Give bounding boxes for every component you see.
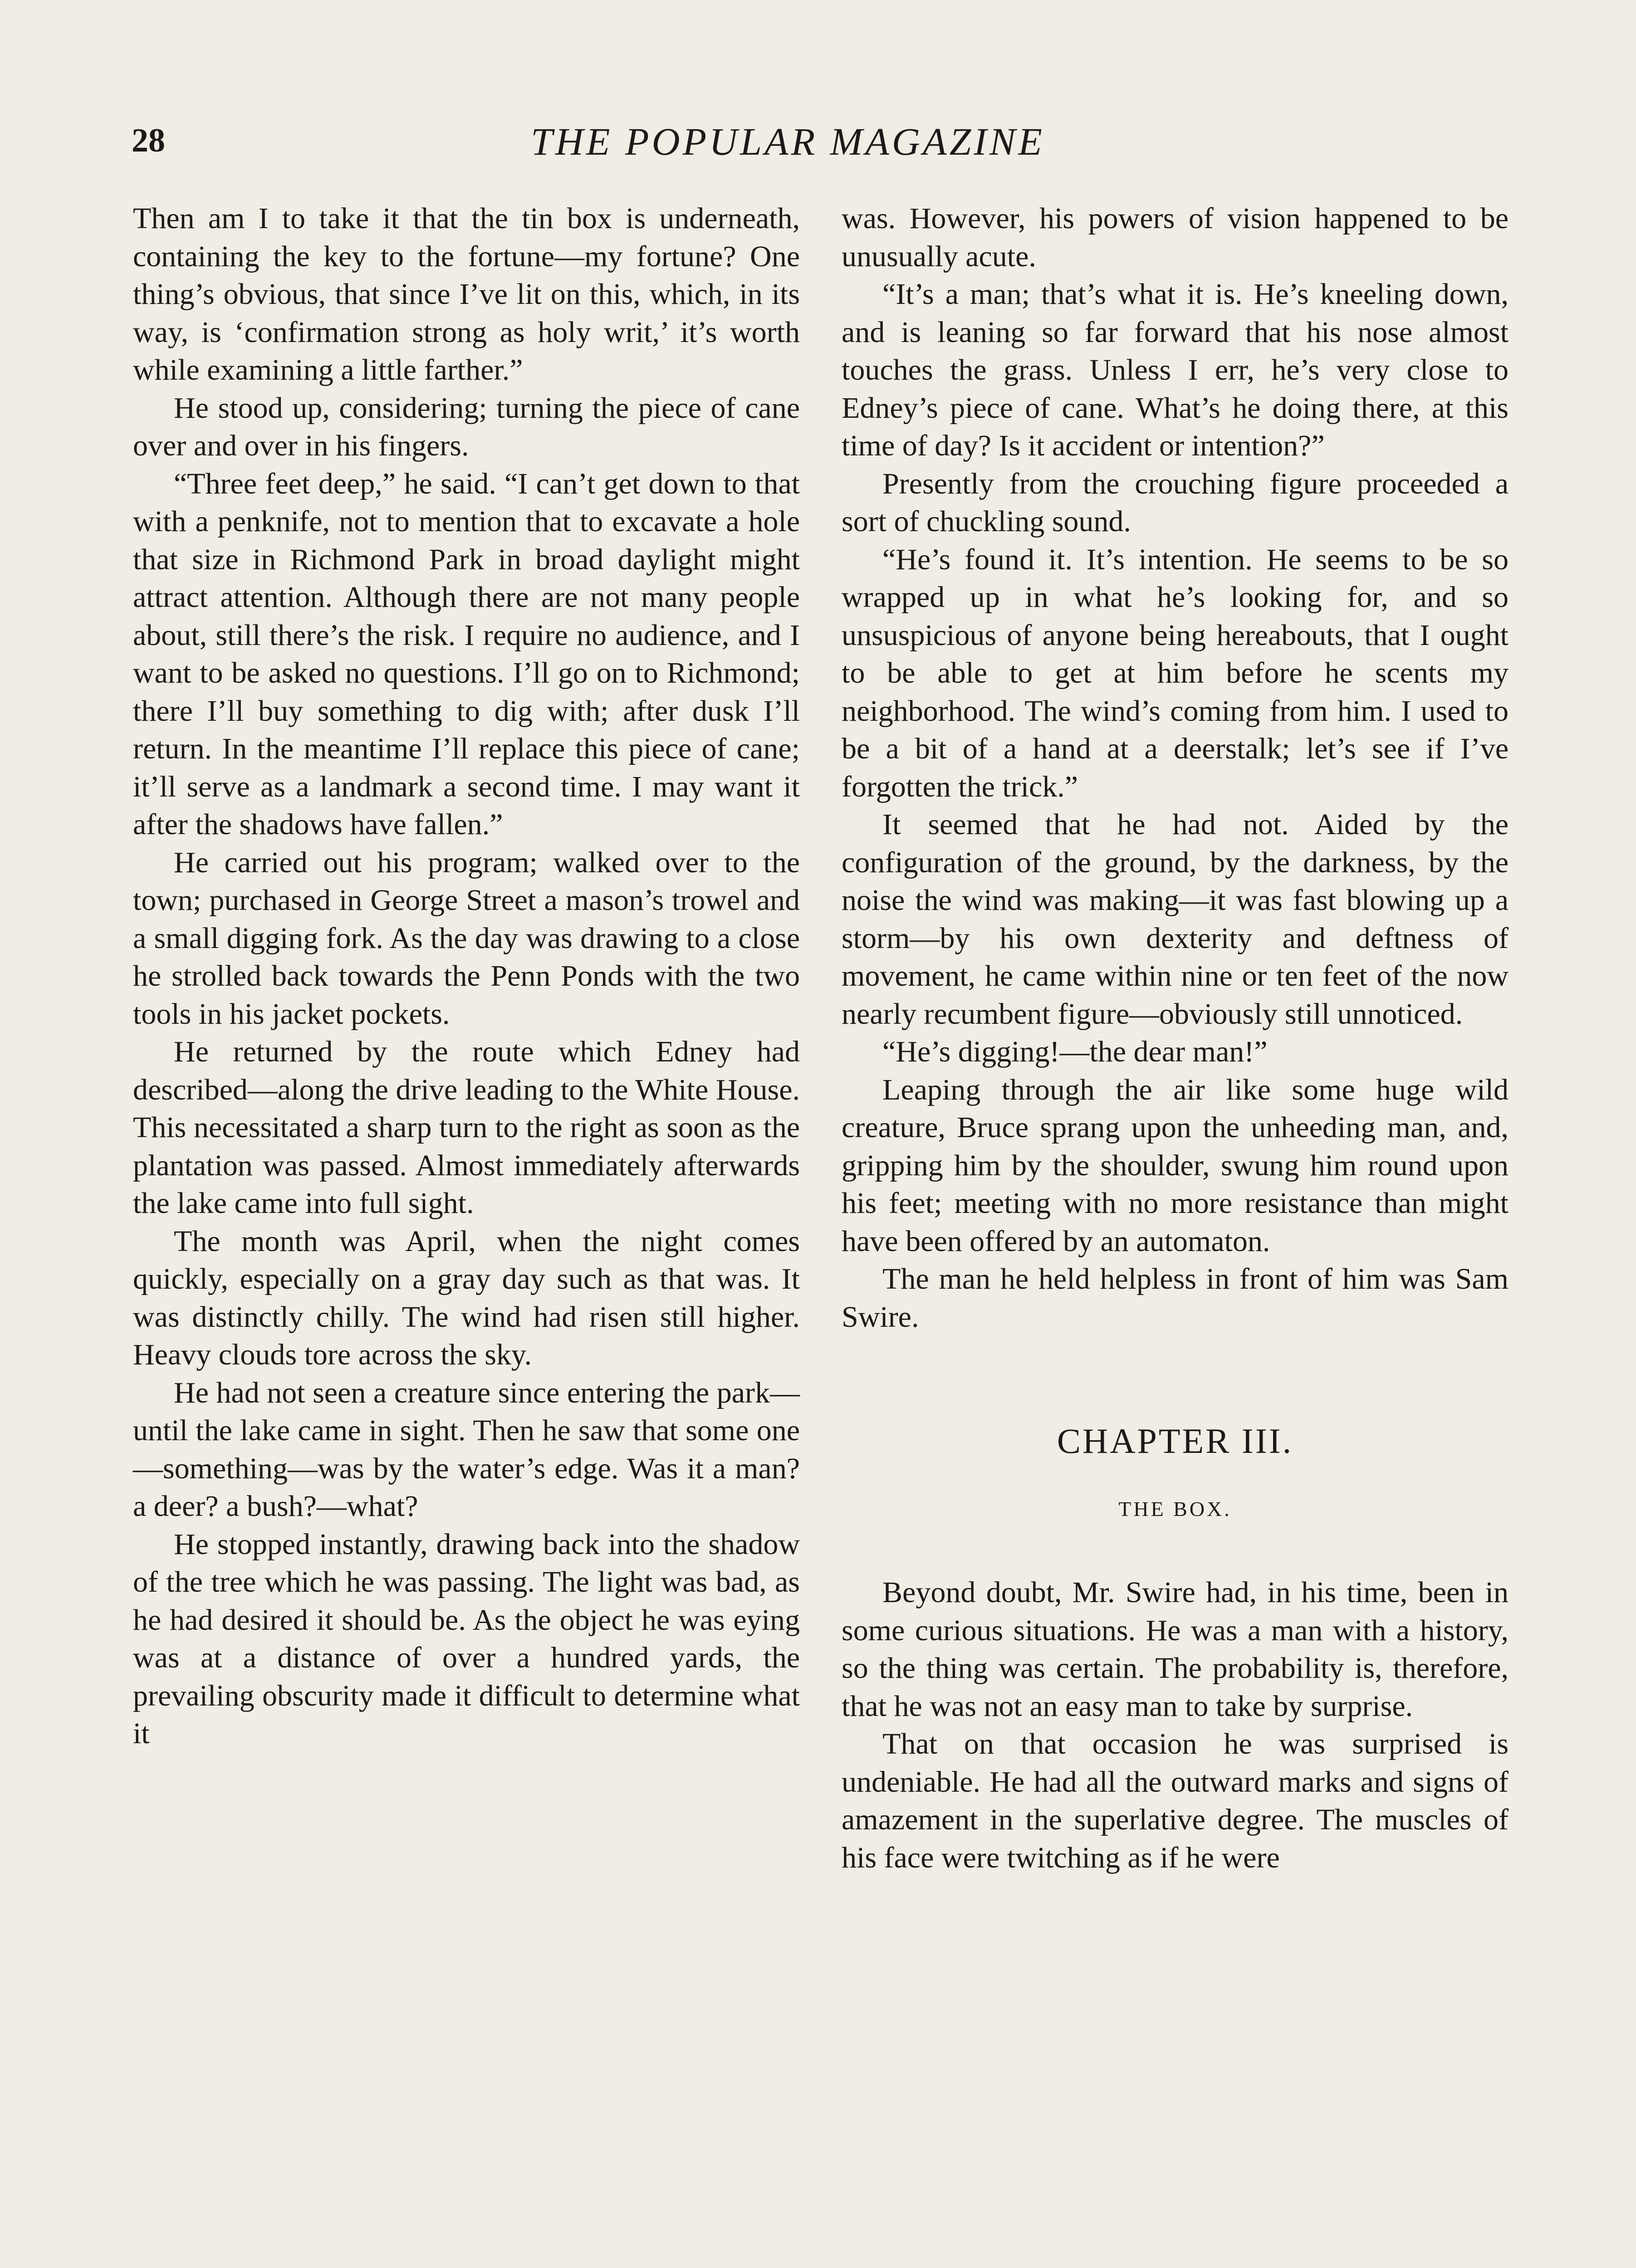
paragraph: He stopped instantly, drawing back into the shadow of the tree which he was passing. The light was bad, as he had desired it should be. As the object he was eying was at a distance of over a hundred yards, the prevailing obscurity made it difficult to determine what it <box>133 1527 800 1750</box>
paragraph: was. However, his powers of vision happened to be unusually acute. <box>842 202 1509 273</box>
paragraph: Presently from the crouching figure proceeded a sort of chuckling sound. <box>842 467 1509 538</box>
paragraph: Then am I to take it that the tin box is underneath, containing the key to the fortune—my fortune? One thing’s obvious, that since I’ve lit on this, which, in its way, is ‘confirmation strong as holy writ,’ it’s worth while examining a little farther.” <box>133 202 800 386</box>
paragraph: Leaping through the air like some huge wild creature, Bruce sprang upon the unheeding man, and, gripping him by the shoulder, swung him round upon his feet; meeting with no more resistance than might have been offered by an automaton. <box>842 1073 1509 1258</box>
paragraph: It seemed that he had not. Aided by the configuration of the ground, by the darkness, by the noise the wind was making—it was fast blowing up a storm—by his own dexterity and deftness of movement, he came within nine or ten feet of the now nearly recumbent figure—obviously still unnoticed. <box>842 808 1509 1031</box>
paragraph: That on that occasion he was surprised is undeniable. He had all the outward marks and signs of amazement in the superlative degree. The muscles of his face were twitching as if he were <box>842 1727 1509 1874</box>
paragraph: “He’s digging!—the dear man!” <box>882 1035 1268 1068</box>
paragraph: “It’s a man; that’s what it is. He’s kneeling down, and is leaning so far forward that his nose almost touches the grass. Unless I err, he’s very close to Edney’s piece of cane. What’s he doing there, at this time of day? Is it accident or intention?” <box>842 278 1509 462</box>
paragraph: Beyond doubt, Mr. Swire had, in his time, been in some curious situations. He was a man with a history, so the thing was certain. The probability is, therefore, that he was not an easy man to take by surprise. <box>842 1576 1509 1723</box>
chapter-subtitle: THE BOX. <box>1118 1497 1232 1520</box>
paragraph: He had not seen a creature since entering the park—until the lake came in sight. Then he saw that some one—something—was by the water’s edge. Was it a man? a deer? a bush?—what? <box>133 1376 800 1523</box>
paragraph: The month was April, when the night comes quickly, especially on a gray day such as that was. It was distinctly chilly. The wind had risen still higher. Heavy clouds tore across the sky. <box>133 1224 800 1371</box>
paragraph: He carried out his program; walked over to the town; purchased in George Street a mason’s trowel and a small digging fork. As the day was drawing to a close he strolled back towards the Penn Ponds with the two tools in his jacket pockets. <box>133 846 800 1031</box>
paragraph: He returned by the route which Edney had described—along the drive leading to the White House. This necessitated a sharp turn to the right as soon as the plantation was passed. Almost immediately afterwards the lake came into full sight. <box>133 1035 800 1220</box>
left-column <box>133 200 800 1753</box>
paragraph: The man he held helpless in front of him was Sam Swire. <box>842 1262 1509 1334</box>
right-column <box>842 200 1509 1877</box>
paragraph: “Three feet deep,” he said. “I can’t get down to that with a penknife, not to mention that to excavate a hole that size in Richmond Park in broad daylight might attract attention. Although there are not many people about, still there’s the risk. I require no audience, and I want to be asked no questions. I’ll go on to Richmond; there I’ll buy something to dig with; after dusk I’ll return. In the meantime I’ll replace this piece of cane; it’ll serve as a landmark a second time. I may want it after the shadows have fallen.” <box>133 467 800 841</box>
paragraph: He stood up, considering; turning the piece of cane over and over in his fingers. <box>133 391 800 462</box>
chapter-title: CHAPTER III. <box>1057 1421 1293 1461</box>
paragraph: “He’s found it. It’s intention. He seems to be so wrapped up in what he’s looking for, and so unsuspicious of anyone being hereabouts, that I ought to be able to get at him before he scents my neighborhood. The wind’s coming from him. I used to be a bit of a hand at a deerstalk; let’s see if I’ve forgotten the trick.” <box>842 543 1509 803</box>
running-head: THE POPULAR MAGAZINE <box>531 120 1045 163</box>
page-number: 28 <box>132 122 165 159</box>
